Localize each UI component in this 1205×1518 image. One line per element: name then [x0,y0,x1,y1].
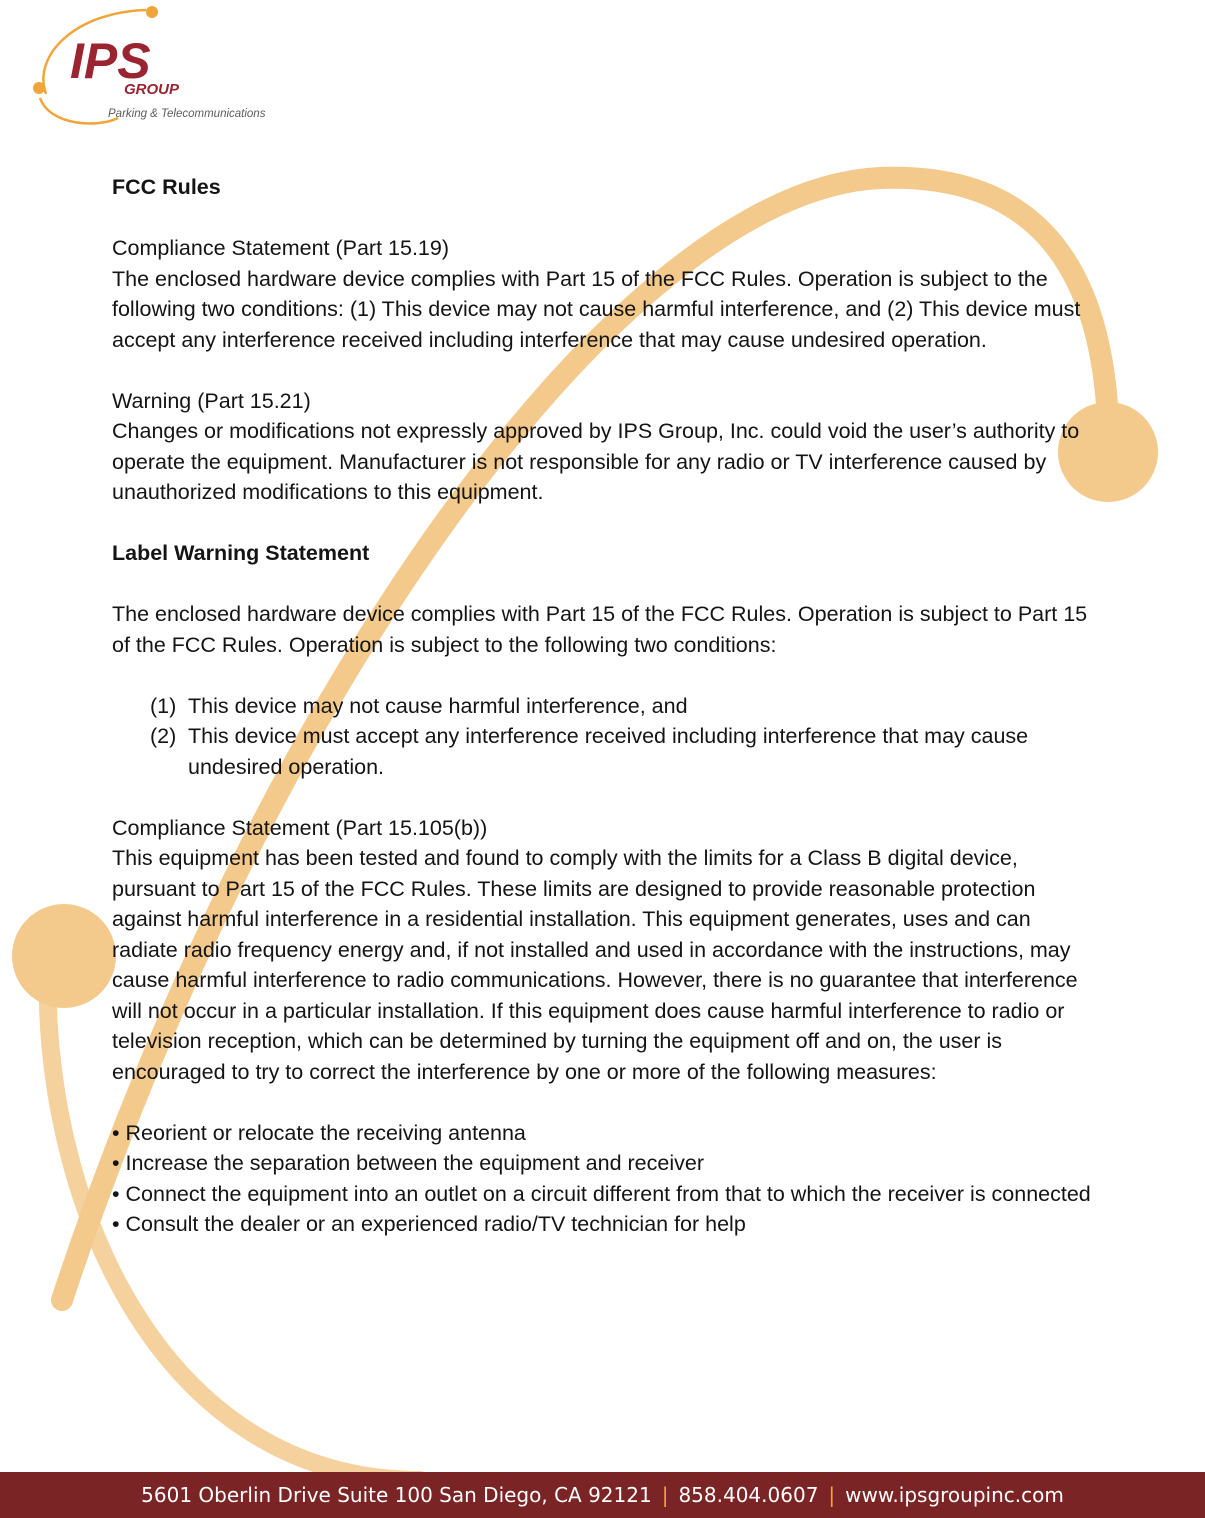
condition-item [112,691,1092,722]
footer-phone: 858.404.0607 [678,1483,819,1507]
condition-text: This device must accept any interference received including interference that may cause undesired operation. [188,724,1029,779]
measure-item: • Increase the separation between the equipment and receiver [112,1151,704,1175]
logo-group: GROUP [124,81,180,98]
ips-group-logo [28,0,288,130]
compliance-15105b-heading: Compliance Statement (Part 15.105(b)) [112,815,488,840]
footer-website-link[interactable]: www.ipsgroupinc.com [845,1483,1064,1507]
compliance-1519-heading: Compliance Statement (Part 15.19) [112,236,449,260]
label-warning-heading: Label Warning Statement [112,541,370,565]
condition-text: This device may not cause harmful interference, and [188,693,688,718]
measure-item: • Consult the dealer or an experienced radio/TV technician for help [112,1212,746,1236]
logo-orbit-dot-left [33,82,45,94]
footer-address: 5601 Oberlin Drive Suite 100 San Diego, CA 92121 [141,1483,652,1507]
warning-1521-heading: Warning (Part 15.21) [112,388,311,413]
condition-number: (2) [150,724,177,748]
warning-1521-body: Changes or modifications not expressly approved by IPS Group, Inc. could void the user’s authority to operate the equipment. Manufacturer is not responsible for any radio or TV interference caused by unauthorized modifications to this equipment. [112,419,1080,504]
logo-tagline: Parking & Telecommunications [108,108,266,120]
label-warning-body: The enclosed hardware device complies with Part 15 of the FCC Rules. Operation is subject to Part 15 of the FCC Rules. Operation is subject to the following two conditions: [112,602,1088,657]
footer-separator: | [661,1483,669,1507]
logo-orbit-dot-top [146,6,158,18]
swoosh-dot-left [12,904,116,1008]
measure-item: • Connect the equipment into an outlet on a circuit different from that to which the receiver is connected [112,1181,1091,1206]
logo-orbit-arc-lower [40,98,118,123]
compliance-15105b-body: This equipment has been tested and found to comply with the limits for a Class B digital device, pursuant to Part 15 of the FCC Rules. These limits are designed to provide reasonable protection against harmful interference in a residential installation. This equipment generates, uses and can radiate radio frequency energy and, if not installed and used in accordance with the instructions, may cause harmful interference to radio communications. However, there is no guarantee that interference will not occur in a particular installation. If this equipment does cause harmful interference to radio or television reception, which can be determined by turning the equipment off and on, the user is encouraged to try to correct the interference by one or more of the following measures: [112,846,1078,1084]
logo-wordmark: IPS [70,33,151,89]
compliance-1519-body: The enclosed hardware device complies with Part 15 of the FCC Rules. Operation is subject to the following two conditions: (1) This device may not cause harmful interference, and (2) This device must accept any interference received including interference that may cause undesired operation. [112,266,1081,352]
measure-item: • Reorient or relocate the receiving antenna [112,1120,526,1145]
condition-number: (1) [150,693,177,718]
condition-item [112,721,1092,782]
footer-contact-bar [0,1472,1205,1518]
footer-separator: | [828,1483,836,1507]
fcc-rules-title: FCC Rules [112,175,221,199]
fcc-document-body [112,172,1092,1240]
